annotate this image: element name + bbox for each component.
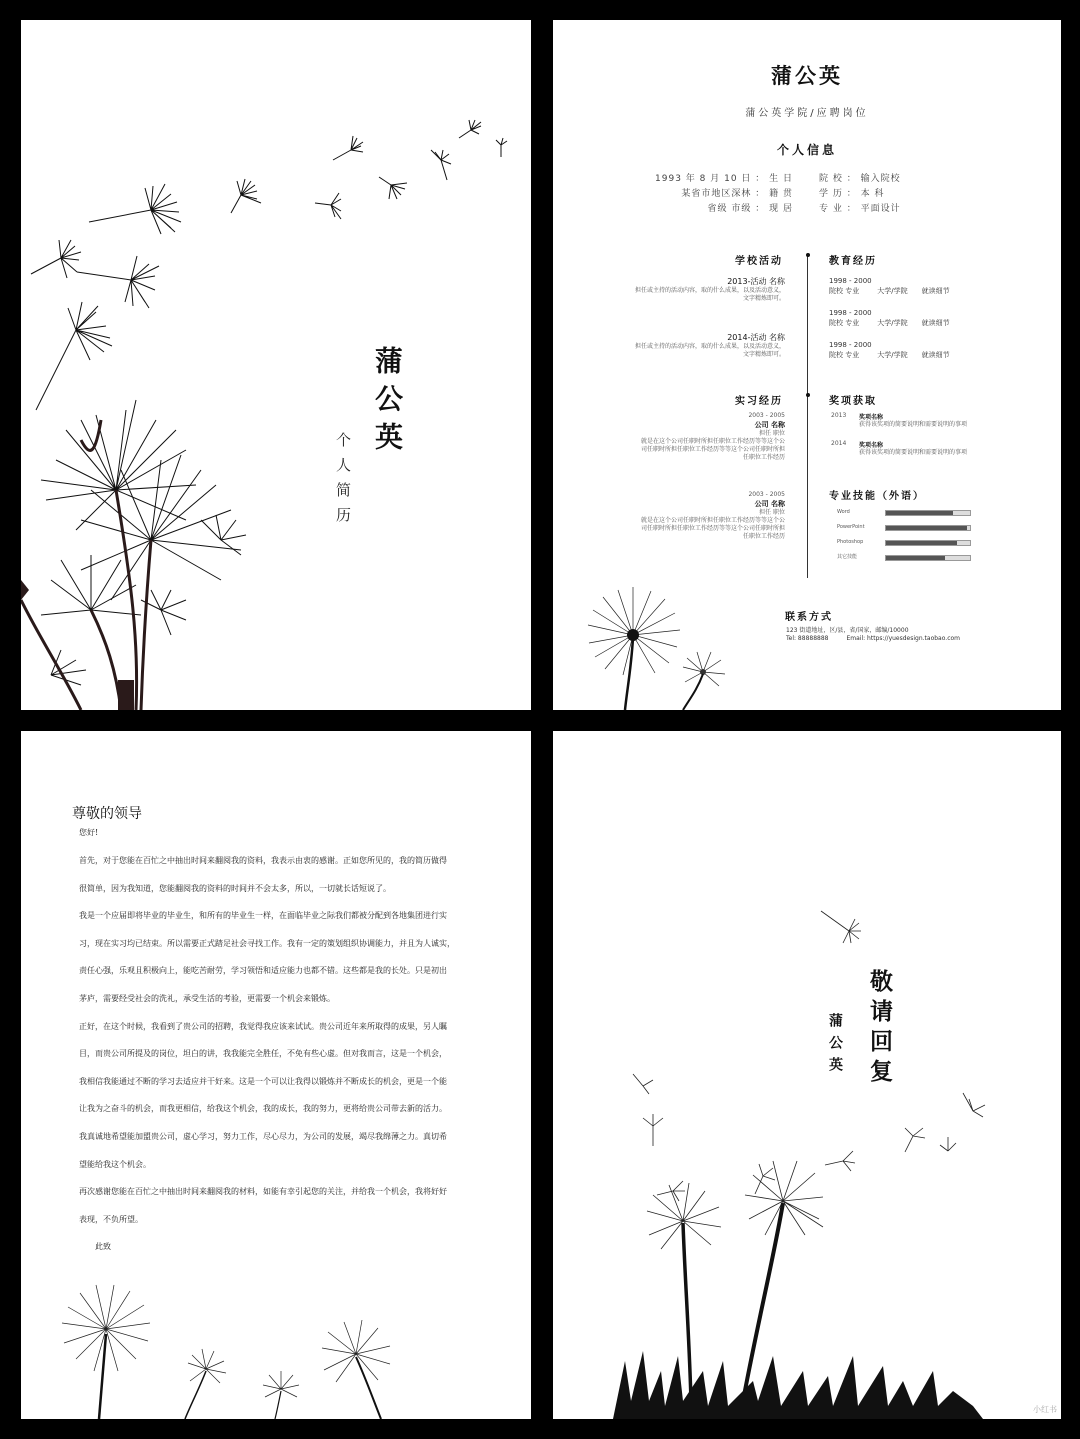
intern-role: 担任 职位 bbox=[759, 509, 785, 516]
edu-years: 1998 - 2000 bbox=[829, 341, 872, 349]
edu-years: 1998 - 2000 bbox=[829, 277, 872, 285]
internship-item bbox=[555, 491, 785, 541]
letter-line: 首先，对于您能在百忙之中抽出时间来翻阅我的资料，我表示由衷的感谢。正如您所见的，我的简历做得 bbox=[79, 856, 447, 865]
education-item bbox=[829, 276, 1029, 296]
skill-name: Photoshop bbox=[837, 539, 864, 545]
intern-company: 公司 名称 bbox=[754, 500, 785, 508]
awards-heading: 奖项获取 bbox=[829, 396, 877, 407]
edu-degree: 大学/学院 bbox=[877, 287, 908, 295]
dandelion-illustration bbox=[51, 1279, 411, 1419]
activity-item bbox=[585, 332, 785, 359]
contact-tel: Tel: 88888888 bbox=[786, 635, 829, 642]
skill-bar-fill bbox=[886, 556, 945, 560]
cover-subtitle: 个人简历 bbox=[334, 432, 352, 532]
info-right-3: 专 业 ： 平面设计 bbox=[819, 204, 901, 214]
skill-bar-fill bbox=[886, 511, 953, 515]
award-desc: 获得该奖项的简要说明和需要说明的事项 bbox=[859, 421, 968, 428]
timeline-dot bbox=[806, 253, 810, 257]
activity-item bbox=[585, 276, 785, 303]
letter-line: 很简单，因为我知道，您能翻阅我的资料的时间并不会太多，所以，一切就长话短说了。 bbox=[79, 883, 391, 893]
intern-desc: 司任职时所担任职位工作经历等等这个公司任职时所担 bbox=[640, 446, 785, 453]
info-left-3: 省级 市级 ： 现 居 bbox=[707, 204, 793, 214]
resume-tagline: 蒲公英学院/应聘岗位 bbox=[745, 108, 869, 119]
contact-block bbox=[786, 627, 1046, 643]
letter-body bbox=[79, 847, 479, 1261]
activities-heading: 学校活动 bbox=[735, 256, 783, 267]
skill-row bbox=[837, 553, 977, 568]
edu-school: 院校 专业 bbox=[829, 319, 860, 327]
dandelion-illustration bbox=[573, 580, 763, 710]
skill-bar-fill bbox=[886, 541, 957, 545]
letter-line: 目，而贵公司所提及的岗位，坦白的讲，我我能完全胜任，不免有些心虚。但对我而言，这是一个机会， bbox=[79, 1049, 447, 1059]
award-name: 奖项名称 bbox=[859, 442, 884, 449]
internship-item bbox=[555, 412, 785, 462]
letter-line: 正好，在这个时候，我看到了贵公司的招聘，我觉得我应该来试试。贵公司近年来所取得的成果，另人瞩 bbox=[79, 1021, 447, 1031]
edu-school: 院校 专业 bbox=[829, 351, 860, 359]
back-title: 敬请回复 bbox=[866, 969, 892, 1089]
award-name: 奖项名称 bbox=[859, 414, 884, 421]
cover-title: 蒲公英 bbox=[371, 346, 404, 460]
resume-page bbox=[553, 20, 1061, 710]
skill-bar bbox=[885, 555, 971, 561]
activity-desc: 担任或主持的活动内容，取的什么成果，以及活动意义， bbox=[634, 287, 785, 294]
letter-line: 习，现在实习均已结束。所以需要正式踏足社会寻找工作。我有一定的策划组织协调能力，并且为人诚实， bbox=[79, 938, 455, 948]
back-name: 蒲公英 bbox=[827, 1013, 843, 1079]
skill-row bbox=[837, 523, 977, 538]
letter-salutation: 尊敬的领导 bbox=[72, 806, 142, 822]
letter-line: 表现，不负所望。 bbox=[79, 1214, 143, 1224]
skill-name: PowerPoint bbox=[837, 524, 865, 530]
skills-heading: 专业技能（外语） bbox=[829, 491, 925, 502]
contact-email: Email: https://yuesdesign.taobao.com bbox=[846, 635, 961, 642]
edu-course: 就读细节 bbox=[921, 287, 950, 295]
dandelion-illustration bbox=[553, 901, 1061, 1419]
intern-desc: 司任职时所担任职位工作经历等等这个公司任职时所担 bbox=[640, 525, 785, 532]
skills-list bbox=[837, 508, 977, 568]
cover-letter-page bbox=[21, 731, 531, 1419]
intern-desc: 任职位工作经历 bbox=[742, 454, 785, 461]
intern-role: 担任 职位 bbox=[759, 430, 785, 437]
letter-line: 望能给我这个机会。 bbox=[79, 1159, 151, 1169]
edu-degree: 大学/学院 bbox=[877, 351, 908, 359]
edu-years: 1998 - 2000 bbox=[829, 309, 872, 317]
letter-line: 我真诚地希望能加盟贵公司，虚心学习，努力工作，尽心尽力，为公司的发展，竭尽我绵薄之力。真切希 bbox=[79, 1131, 447, 1141]
letter-line: 让我为之奋斗的机会，而我更相信，给我这个机会，我的成长，我的努力，更将给贵公司带去新的活力。 bbox=[79, 1104, 447, 1114]
info-right-1: 院 校 ： 输入院校 bbox=[819, 174, 901, 184]
intern-company: 公司 名称 bbox=[754, 421, 785, 429]
contact-address: 123 街道地址，区/县，省/国家，邮编/10000 bbox=[786, 627, 909, 634]
letter-line: 责任心强，乐观且积极向上，能吃苦耐劳，学习领悟和适应能力也都不错。这些都是我的长处。只是初出 bbox=[79, 966, 447, 976]
resume-name: 蒲公英 bbox=[771, 64, 843, 88]
back-cover-page bbox=[553, 731, 1061, 1419]
activity-title: 2014-活动 名称 bbox=[727, 333, 785, 342]
intern-years: 2003 - 2005 bbox=[748, 412, 785, 419]
dandelion-illustration bbox=[21, 20, 531, 710]
skill-row bbox=[837, 538, 977, 553]
activity-title: 2013-活动 名称 bbox=[727, 277, 785, 286]
activity-desc: 担任或主持的活动内容，取的什么成果，以及活动意义， bbox=[634, 343, 785, 350]
education-item bbox=[829, 308, 1029, 328]
activity-desc: 文字精炼即可。 bbox=[742, 351, 785, 358]
skill-bar bbox=[885, 525, 971, 531]
skill-bar bbox=[885, 510, 971, 516]
award-desc: 获得该奖项的简要说明和需要说明的事项 bbox=[859, 449, 968, 456]
watermark: 小红书 bbox=[1033, 1405, 1057, 1414]
info-left-2: 某省市地区深林 ： 籍 贯 bbox=[681, 189, 793, 199]
intern-desc: 就是在这个公司任职时所担任职位工作经历等等这个公 bbox=[640, 438, 785, 445]
skill-bar bbox=[885, 540, 971, 546]
award-year: 2014 bbox=[831, 440, 847, 447]
cover-page bbox=[21, 20, 531, 710]
timeline-divider bbox=[807, 254, 808, 578]
activity-desc: 文字精炼即可。 bbox=[742, 295, 785, 302]
skill-name: Word bbox=[837, 509, 850, 515]
edu-course: 就读细节 bbox=[921, 319, 950, 327]
skill-name: 其它技能 bbox=[837, 554, 858, 560]
intern-desc: 就是在这个公司任职时所担任职位工作经历等等这个公 bbox=[640, 517, 785, 524]
info-left-1: 1993 年 8 月 10 日 ： 生 日 bbox=[655, 174, 793, 184]
letter-closing: 此致 bbox=[95, 1242, 111, 1252]
letter-line: 茅庐，需要经受社会的洗礼，承受生活的考验，更需要一个机会来锻炼。 bbox=[79, 993, 335, 1003]
timeline-dot bbox=[806, 393, 810, 397]
edu-degree: 大学/学院 bbox=[877, 319, 908, 327]
info-right-2: 学 历 ： 本 科 bbox=[819, 189, 885, 199]
intern-desc: 任职位工作经历 bbox=[742, 533, 785, 540]
letter-greeting: 您好! bbox=[79, 828, 99, 837]
education-item bbox=[829, 340, 1029, 360]
edu-school: 院校 专业 bbox=[829, 287, 860, 295]
skill-bar-fill bbox=[886, 526, 967, 530]
personal-info-heading: 个人信息 bbox=[776, 143, 837, 157]
letter-line: 我相信我能通过不断的学习去适应并干好来。这是一个可以让我得以锻炼并不断成长的机会，更是一个能 bbox=[79, 1076, 447, 1086]
intern-years: 2003 - 2005 bbox=[748, 491, 785, 498]
internship-heading: 实习经历 bbox=[735, 396, 783, 407]
letter-line: 再次感谢您能在百忙之中抽出时间来翻阅我的材料，如能有幸引起您的关注，并给我一个机会，我将好好 bbox=[79, 1187, 447, 1197]
skill-row bbox=[837, 508, 977, 523]
edu-course: 就读细节 bbox=[921, 351, 950, 359]
contact-heading: 联系方式 bbox=[785, 612, 833, 623]
education-heading: 教育经历 bbox=[829, 256, 877, 267]
award-year: 2013 bbox=[831, 412, 847, 419]
letter-line: 我是一个应届即将毕业的毕业生，和所有的毕业生一样，在面临毕业之际我们都被分配到各地集团进行实 bbox=[79, 911, 447, 921]
